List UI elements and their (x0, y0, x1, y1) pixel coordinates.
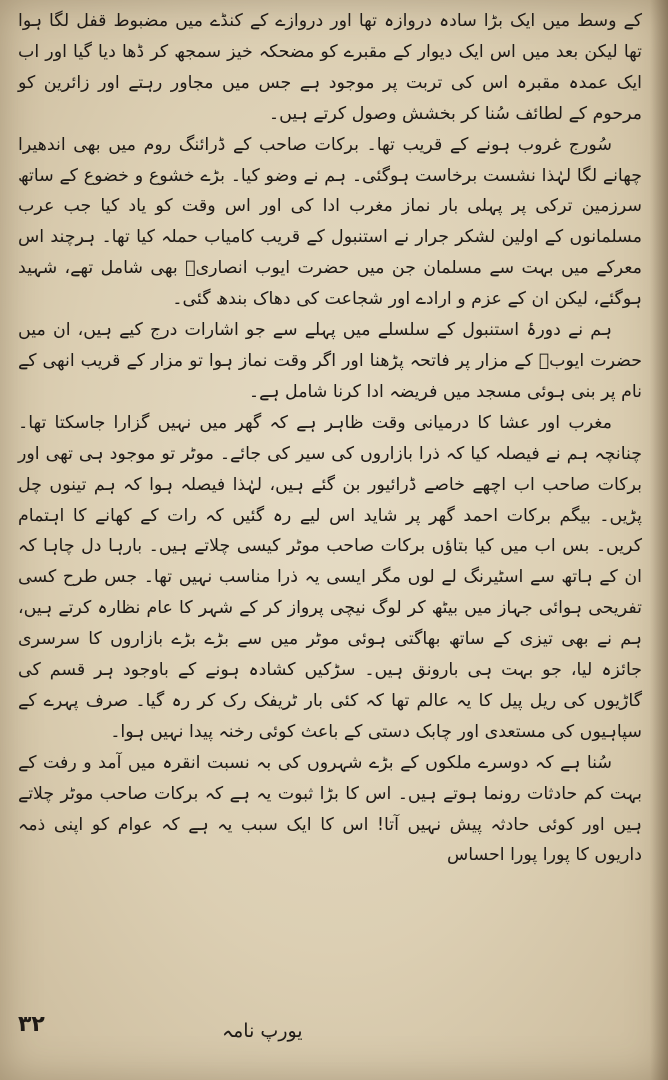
body-text (18, 6, 642, 871)
paragraph-3: ہم نے دورۂ استنبول کے سلسلے میں پہلے سے جو اشارات درج کیے ہیں، ان میں حضرت ایوبؓ کے مزار پر فاتحہ پڑھنا اور اگر وقت نماز ہوا تو مزار کے قریب انھی کے نام پر بنی ہوئی مسجد میں فریضہ ادا کرنا شامل ہے۔ (18, 320, 642, 402)
paragraph-1: کے وسط میں ایک بڑا سادہ دروازہ تھا اور دروازے کے کنڈے میں مضبوط قفل لگا ہوا تھا لیکن بعد میں اس ایک دیوار کے مقبرے کو مضحکہ خیز سمجھ کر ڈھا دیا گیا اور اب ایک عمدہ مقبرہ اس کی تربت پر موجود ہے جس میں مجاور رہتے اور زائرین کو مرحوم کے لطائف سُنا کر بخشش وصول کرتے ہیں۔ (18, 11, 642, 124)
paragraph-4: مغرب اور عشا کا درمیانی وقت ظاہر ہے کہ گھر میں نہیں گزارا جاسکتا تھا۔ چنانچہ ہم نے فیصلہ کیا کہ ذرا بازاروں کی سیر کی جائے۔ موٹر تو موجود ہی تھی اور برکات صاحب اب اچھے خاصے ڈرائیور بن گئے ہیں، لہٰذا فیصلہ ہوا کہ ہم تینوں چل پڑیں۔ بیگم برکات احمد گھر پر شاید اس لیے رہ گئیں کہ رات کے کھانے کا اہتمام کریں۔ بس اب میں کیا بتاؤں برکات صاحب موٹر کیسی چلاتے ہیں۔ بارہا دل چاہا کہ ان کے ہاتھ سے اسٹیرنگ لے لوں مگر ایسی یہ ذرا مناسب نہیں تھا۔ جس طرح کسی تفریحی ہوائی جہاز میں بیٹھ کر لوگ نیچی پرواز کر کے شہر کا عام نظارہ کرتے ہیں، ہم نے بھی تیزی کے ساتھ بھاگتی ہوئی موٹر میں سے بڑے بڑے بازاروں کا سرسری جائزہ لیا، جو بہت ہی بارونق ہیں۔ سڑکیں کشادہ ہونے کے باوجود ہر قسم کی گاڑیوں کی ریل پیل کا یہ عالم تھا کہ کئی بار ٹریفک رک کر رہ گیا۔ صرف پہرے کے سپاہیوں کی مستعدی اور چابک دستی کے باعث کوئی رخنہ پیدا نہیں ہوا۔ (18, 412, 642, 742)
page-number: ۳۲ (18, 1012, 45, 1037)
page-edge-shadow (650, 0, 668, 1080)
paragraph-2: سُورج غروب ہونے کے قریب تھا۔ برکات صاحب کے ڈرائنگ روم میں بھی اندھیرا چھانے لگا لہٰذا نشست برخاست ہوگئی۔ ہم نے وضو کیا۔ بڑے خشوع و خضوع کے ساتھ سرزمین ترکی پر پہلی بار نماز مغرب ادا کی اور اس وقت کو یاد کیا جب عرب مسلمانوں کے اولین لشکر جرار نے استنبول کے قریب کامیاب حملہ کیا تھا۔ ہرچند اس معرکے میں بہت سے مسلمان جن میں حضرت ایوب انصاریؓ بھی شامل تھے، شہید ہوگئے، لیکن ان کے عزم و ارادے اور شجاعت کی دھاک بندھ گئی۔ (18, 134, 642, 310)
running-footer-title: یورپ نامہ (222, 1020, 303, 1042)
paragraph-5: سُنا ہے کہ دوسرے ملکوں کے بڑے شہروں کی بہ نسبت انقرہ میں آمد و رفت کے بہت کم حادثات رونما ہوتے ہیں۔ اس کا بڑا ثبوت یہ ہے کہ برکات صاحب موٹر چلاتے ہیں اور کوئی حادثہ پیش نہیں آتا! اس کا ایک سبب یہ ہے کہ عوام کو اپنی ذمہ داریوں کا پورا پورا احساس (18, 752, 642, 866)
